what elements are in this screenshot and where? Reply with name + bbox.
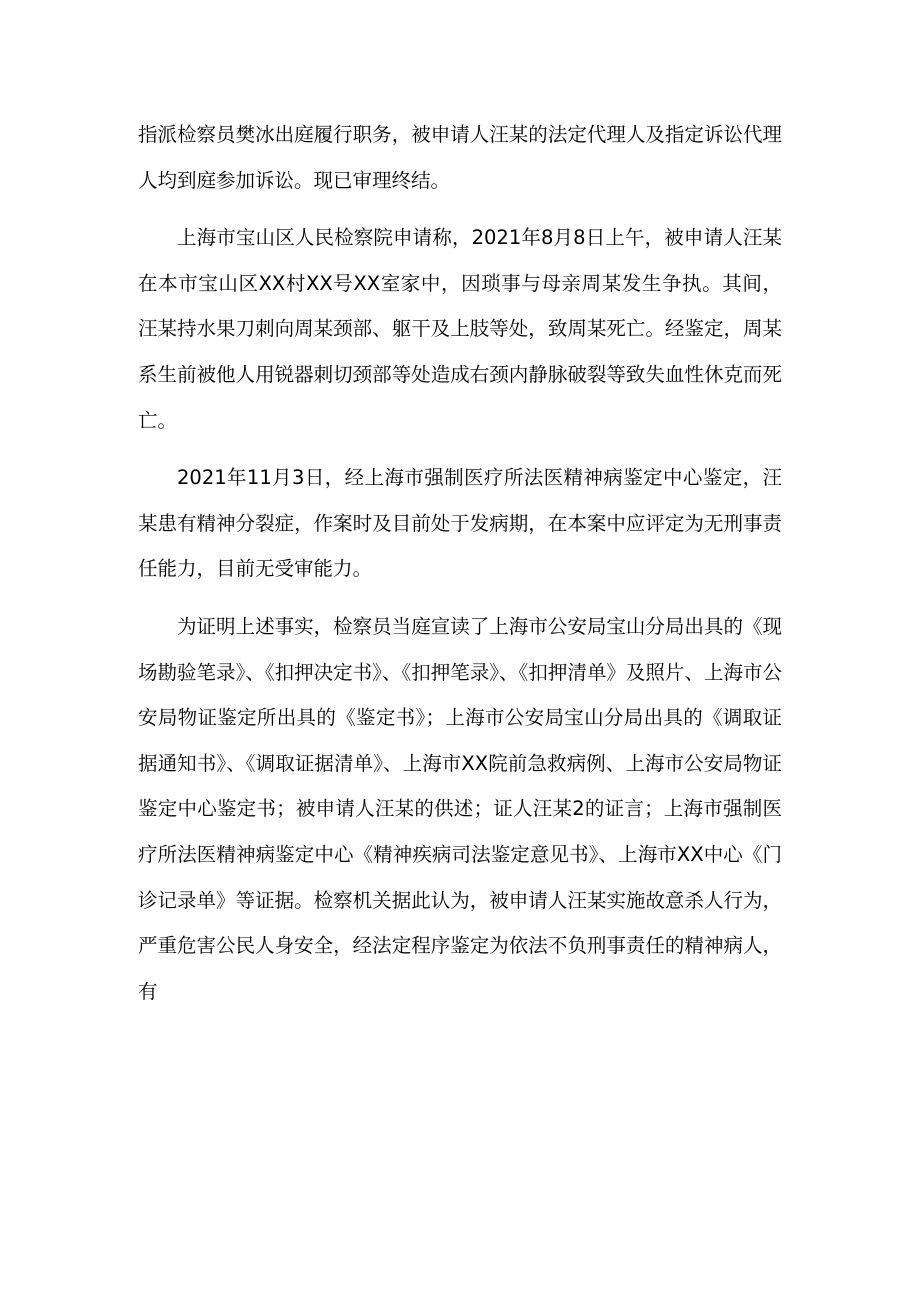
paragraph-application: 上海市宝山区人民检察院申请称，2021年8月8日上午，被申请人汪某在本市宝山区XX村XX号XX室家中，因琐事与母亲周某发生争执。其间，汪某持水果刀刺向周某颈部、躯干及上肢等处，致周某死亡。经鉴定，周某系生前被他人用锐器刺切颈部等处造成右颈内静脉破裂等致失血性休克而死亡。: [138, 226, 782, 432]
document-body: [138, 112, 782, 1014]
paragraph-evidence: 为证明上述事实，检察员当庭宣读了上海市公安局宝山分局出具的《现场勘验笔录》、《扣押决定书》、《扣押笔录》、《扣押清单》及照片、上海市公安局物证鉴定所出具的《鉴定书》；上海市公安局宝山分局出具的《调取证据通知书》、《调取证据清单》、上海市XX院前急救病例、上海市公安局物证鉴定中心鉴定书；被申请人汪某的供述；证人汪某2的证言；上海市强制医疗所法医精神病鉴定中心《精神疾病司法鉴定意见书》、上海市XX中心《门诊记录单》等证据。检察机关据此认为，被申请人汪某实施故意杀人行为，严重危害公民人身安全，经法定程序鉴定为依法不负刑事责任的精神病人，有: [138, 614, 782, 1003]
paragraph-appraisal: 2021年11月3日，经上海市强制医疗所法医精神病鉴定中心鉴定，汪某患有精神分裂症，作案时及目前处于发病期，在本案中应评定为无刑事责任能力，目前无受审能力。: [138, 466, 782, 581]
paragraph-continuation: 指派检察员樊冰出庭履行职务，被申请人汪某的法定代理人及指定诉讼代理人均到庭参加诉讼。现已审理终结。: [138, 123, 782, 192]
